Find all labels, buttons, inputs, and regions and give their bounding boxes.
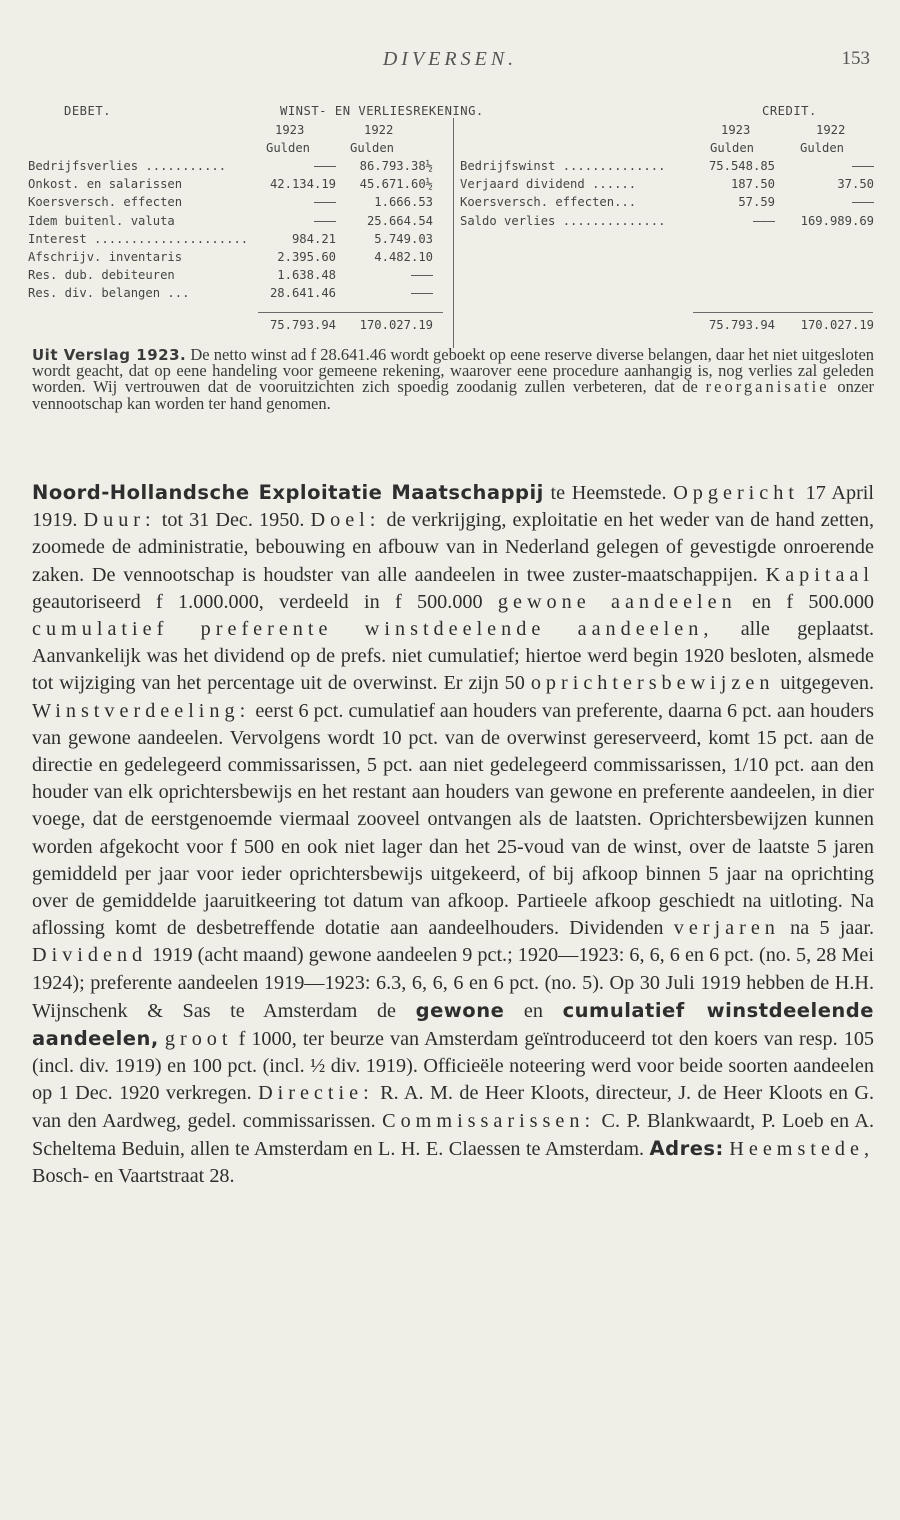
- debit-row-label: Afschrijv. inventaris: [28, 250, 183, 264]
- debit-row-label: Koersversch. effecten: [28, 195, 183, 210]
- opgericht-date: 17 April 1919.: [32, 482, 875, 532]
- debit-row-1923: 1.638.48: [277, 268, 336, 283]
- dividend-text: 1919 (acht maand) gewone aandeelen 9 pct.; 1920—1923: 6, 6, 6 en 6 pct. (no. 5, 28 Mei 1924); preferente aandeelen 1919—1923: 6.3, 6, 6, 6 en 6 pct. (no. 5). Op 30 Juli 1919 hebben de H.H. Wijnschenk & Sas te Amsterdam de: [32, 944, 874, 1022]
- debit-row-label: Bedrijfsverlies ...........: [28, 159, 227, 173]
- credit-row-label: Verjaard dividend ......: [460, 177, 637, 192]
- label-opgericht: Opgericht: [673, 482, 799, 504]
- debit-row: [28, 232, 876, 250]
- doel-text: de verkrijging, exploitatie en het weder van de hand zetten, zoomede de administratie, bebouwing en afbouw van in Nederland gelegen of gevestigde onroerende zaken. De vennootschap is houdster van alle aandeelen in twee zuster-maatschappijen.: [32, 509, 875, 586]
- debit-row-1923: 42.134.19: [269, 177, 336, 192]
- credit-total-rule: [693, 312, 873, 313]
- debit-row: [28, 286, 876, 304]
- company-name: Noord-Hollandsche Exploitatie Maatschappij: [32, 481, 544, 504]
- credit-row-label: Bedrijfswinst ..............: [460, 159, 666, 173]
- credit-row: [28, 159, 876, 177]
- label-duur: Duur:: [83, 509, 156, 532]
- debit-currency-1922: Gulden: [350, 141, 395, 155]
- credit-total-1922: 170.027.19: [800, 318, 874, 332]
- label-kapitaal: Kapitaal: [765, 563, 875, 586]
- credit-label: CREDIT.: [762, 104, 817, 118]
- debit-row-1922: 5.749.03: [374, 231, 433, 246]
- annual-report-excerpt: [32, 347, 874, 412]
- beurs-text: f 1000, ter beurze van Amsterdam geïntroduceerd tot den koers van resp. 105 (incl. div. 1919) en 100 pct. (incl. ½ div. 1919). Officieële noteering werd voor beide soorten aandeelen op 1 Dec. 1920 verkregen.: [32, 1028, 875, 1105]
- debit-row-label: Onkost. en salarissen: [28, 177, 183, 192]
- debit-row-1922: ———: [410, 286, 433, 301]
- directie-text: R. A. M. de Heer Kloots, directeur, J. de Heer Kloots en G. van den Aardweg, gedel. commissarissen.: [32, 1082, 875, 1132]
- debit-year-1923: 1923: [275, 123, 305, 137]
- debit-row-1923: 984.21: [291, 231, 336, 246]
- debit-total-1922: 170.027.19: [359, 318, 433, 332]
- debit-row-1922: 86.793.38½: [359, 159, 433, 173]
- debit-row-1922: 45.671.60½: [359, 177, 433, 192]
- label-adres: Adres:: [649, 1136, 724, 1160]
- credit-row-1923: 57.59: [738, 195, 775, 210]
- debit-row-1922: ———: [410, 268, 433, 283]
- credit-currency-1923: Gulden: [710, 141, 755, 155]
- label-verjaren: verjaren: [673, 917, 780, 940]
- credit-row-1922: 37.50: [837, 177, 874, 192]
- label-cumulatief-winstdeelende: cumulatief winstdeelende aandeelen,: [32, 998, 874, 1051]
- company-entry: [32, 479, 874, 1190]
- debit-total-1923: 75.793.94: [269, 318, 336, 332]
- ledger-title: WINST- EN VERLIESREKENING.: [280, 104, 484, 118]
- report-reorganisatie: reorganisatie: [705, 377, 830, 397]
- credit-row-1923: 75.548.85: [708, 159, 775, 173]
- label-oprichtersbewijzen: oprichtersbewijzen: [530, 672, 775, 695]
- report-text-3: onzer vennootschap kan worden ter hand genomen.: [32, 377, 875, 413]
- commissarissen-text: C. P. Blankwaardt, P. Loeb en A. Scheltema Beduin, allen te Amsterdam en L. H. E. Claessen te Amsterdam.: [32, 1109, 875, 1160]
- credit-row: [28, 195, 876, 213]
- debit-row-label: Interest .....................: [28, 231, 249, 246]
- label-dividend: Dividend: [32, 944, 148, 967]
- running-title: DIVERSEN.: [382, 48, 518, 70]
- label-gewone-aandeelen: gewone aandeelen: [497, 590, 737, 613]
- credit-row-label: Saldo verlies ..............: [460, 213, 666, 228]
- debit-row-1923: ———: [313, 213, 336, 228]
- debit-row-1922: 4.482.10: [374, 250, 433, 264]
- debit-label: DEBET.: [64, 104, 112, 118]
- report-lead: Uit Verslag 1923.: [32, 346, 187, 364]
- label-commissarissen: Commissarissen:: [382, 1109, 596, 1132]
- oprichters-text: uitgegeven.: [780, 672, 874, 695]
- report-text-1: De netto winst ad: [190, 345, 307, 364]
- credit-year-1922: 1922: [816, 123, 846, 137]
- kapitaal-text-2: en f 500.000: [752, 590, 875, 613]
- credit-year-1923: 1923: [721, 123, 751, 137]
- debit-year-1922: 1922: [364, 123, 394, 137]
- adres-heemstede: Heemstede,: [729, 1137, 875, 1160]
- debit-row-label: Res. dub. debiteuren: [28, 268, 175, 283]
- label-cumulatief-preferente: cumulatief preferente winstdeelende aandeelen,: [32, 618, 714, 641]
- adres-text: Bosch- en Vaartstraat 28.: [32, 1165, 235, 1188]
- report-amount: f 28.641.46: [310, 345, 387, 364]
- credit-row-1923: ———: [752, 213, 775, 228]
- debit-currency-1923: Gulden: [266, 141, 311, 155]
- credit-row-label: Koersversch. effecten...: [460, 195, 637, 210]
- label-directie: Directie:: [258, 1082, 374, 1105]
- text-en: en: [523, 999, 543, 1022]
- debit-row-1922: 1.666.53: [374, 195, 433, 210]
- debit-row-1923: 28.641.46: [269, 286, 336, 301]
- credit-row: [28, 214, 876, 232]
- credit-row-1922: ———: [851, 195, 874, 210]
- verjaren-text: na 5 jaar.: [790, 917, 875, 940]
- credit-row-1922: 169.989.69: [800, 213, 874, 228]
- label-groot: groot: [164, 1028, 233, 1051]
- debit-row-1923: ———: [313, 195, 336, 210]
- kapitaal-text-3: alle geplaatst. Aanvankelijk was het dividend op de prefs. niet cumulatief; hiertoe werd begin 1920 besloten, alsmede tot wijziging van het percentage uit de overwinst. Er zijn 50: [32, 618, 874, 695]
- debit-row: [28, 268, 876, 286]
- debit-row-1923: 2.395.60: [277, 250, 336, 264]
- page-number: 153: [841, 48, 870, 69]
- credit-row-1922: ———: [851, 159, 874, 173]
- credit-currency-1922: Gulden: [800, 141, 845, 155]
- profit-loss-account: [28, 104, 876, 344]
- label-winstverdeeling: Winstverdeeling:: [32, 699, 251, 722]
- debit-row-1923: ———: [313, 159, 336, 173]
- debit-row-label: Idem buitenl. valuta: [28, 213, 175, 228]
- credit-row-1923: 187.50: [730, 177, 775, 192]
- kapitaal-text-1: geautoriseerd f 1.000.000, verdeeld in f 500.000: [32, 590, 483, 613]
- duur-value: tot 31 Dec. 1950.: [161, 509, 305, 532]
- debit-row-label: Res. div. belangen ...: [28, 286, 190, 301]
- label-gewone: gewone: [415, 998, 505, 1022]
- debit-total-rule: [258, 312, 443, 313]
- debit-row-1922: 25.664.54: [366, 213, 433, 228]
- winstverdeeling-text: eerst 6 pct. cumulatief aan houders van preferente, daarna 6 pct. aan houders van gewone aandeelen. Vervolgens wordt 10 pct. van de overwinst gereserveerd, komt 15 pct. aan de directie en gedelegeerd commissarissen, 5 pct. aan niet gedelegeerd commissarissen, 1/10 pct. aan den houder van elk oprichtersbewijs en het restant aan houders van gewone en preferente aandeelen, in dier voege, dat de eerstgenoemde viermaal zooveel ontvangen als de laatsten. Oprichtersbewijzen kunnen worden afgekocht voor f 500 en ook niet lager dan het 25-voud van de winst, over de laatste 5 jaren gemiddeld per jaar voor ieder oprichtersbewijs uitgekeerd, of bij afkoop binnen 5 jaar na oprichting over de gemiddelde jaaruitkeering tot datum van afkoop. Partieele afkoop geschiedt na uitloting. Na aflossing komt de desbetreffende dotatie aan aandeelhouders. Dividenden: [32, 699, 875, 940]
- credit-row: [28, 177, 876, 195]
- debit-row: [28, 250, 876, 268]
- running-head: [0, 48, 900, 78]
- credit-total-1923: 75.793.94: [708, 318, 775, 332]
- report-text-2: wordt geboekt op eene reserve diverse belangen, daar het niet uitgesloten wordt geacht, dat op eene handeling voor gemeene rekening, waarover eene procedure aanhangig is, nog verlies zal geleden worden. Wij vertrouwen dat de vooruitzichten zich spoedig zoodanig zullen verbeteren, dat de: [32, 345, 875, 397]
- label-doel: Doel:: [310, 509, 381, 532]
- company-location: te Heemstede.: [550, 482, 667, 504]
